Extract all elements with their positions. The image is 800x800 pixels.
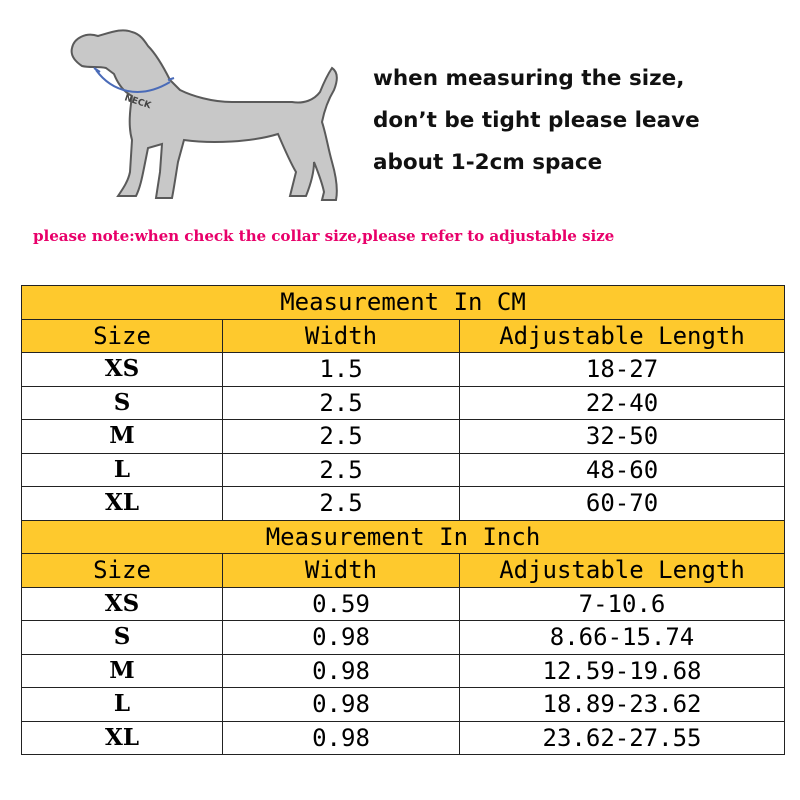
cm-title-row: [22, 286, 785, 320]
table-row: [22, 621, 785, 655]
table-row: [22, 487, 785, 521]
length-cell: 7-10.6: [460, 587, 785, 621]
cm-header-size: Size: [22, 319, 223, 353]
length-cell: 8.66-15.74: [460, 621, 785, 655]
table-row: [22, 587, 785, 621]
length-cell: 18-27: [460, 353, 785, 387]
size-cell: L: [22, 453, 223, 487]
width-cell: 0.98: [223, 654, 460, 688]
instruction-line-3: about 1-2cm space: [373, 150, 603, 175]
table-row: [22, 721, 785, 755]
size-cell: L: [22, 688, 223, 722]
collar-size-note: please note:when check the collar size,please refer to adjustable size: [33, 227, 615, 245]
inch-title-row: [22, 520, 785, 554]
table-row: [22, 420, 785, 454]
inch-header-width: Width: [223, 554, 460, 588]
length-cell: 12.59-19.68: [460, 654, 785, 688]
instruction-line-1: when measuring the size,: [373, 66, 685, 91]
width-cell: 2.5: [223, 386, 460, 420]
table-row: [22, 386, 785, 420]
size-cell: XS: [22, 353, 223, 387]
size-cell: M: [22, 654, 223, 688]
width-cell: 2.5: [223, 487, 460, 521]
size-cell: XS: [22, 587, 223, 621]
width-cell: 0.59: [223, 587, 460, 621]
inch-header-adjustable-length: Adjustable Length: [460, 554, 785, 588]
size-cell: M: [22, 420, 223, 454]
size-cell: XL: [22, 721, 223, 755]
table-row: [22, 654, 785, 688]
neck-label: NECK: [123, 93, 153, 112]
length-cell: 48-60: [460, 453, 785, 487]
cm-table-title: Measurement In CM: [22, 286, 785, 320]
table-row: [22, 688, 785, 722]
length-cell: 60-70: [460, 487, 785, 521]
width-cell: 0.98: [223, 688, 460, 722]
length-cell: 23.62-27.55: [460, 721, 785, 755]
width-cell: 1.5: [223, 353, 460, 387]
dog-illustration: [52, 22, 352, 212]
inch-header-row: [22, 554, 785, 588]
length-cell: 22-40: [460, 386, 785, 420]
cm-header-row: [22, 319, 785, 353]
instruction-line-2: don’t be tight please leave: [373, 108, 700, 133]
inch-table-title: Measurement In Inch: [22, 520, 785, 554]
size-chart-table: [21, 285, 785, 755]
table-row: [22, 453, 785, 487]
width-cell: 0.98: [223, 721, 460, 755]
cm-header-adjustable-length: Adjustable Length: [460, 319, 785, 353]
width-cell: 2.5: [223, 420, 460, 454]
width-cell: 0.98: [223, 621, 460, 655]
size-cell: XL: [22, 487, 223, 521]
length-cell: 18.89-23.62: [460, 688, 785, 722]
inch-header-size: Size: [22, 554, 223, 588]
cm-header-width: Width: [223, 319, 460, 353]
length-cell: 32-50: [460, 420, 785, 454]
measuring-instructions: [373, 58, 793, 184]
table-row: [22, 353, 785, 387]
size-cell: S: [22, 621, 223, 655]
width-cell: 2.5: [223, 453, 460, 487]
size-cell: S: [22, 386, 223, 420]
dog-silhouette-icon: [52, 22, 352, 212]
